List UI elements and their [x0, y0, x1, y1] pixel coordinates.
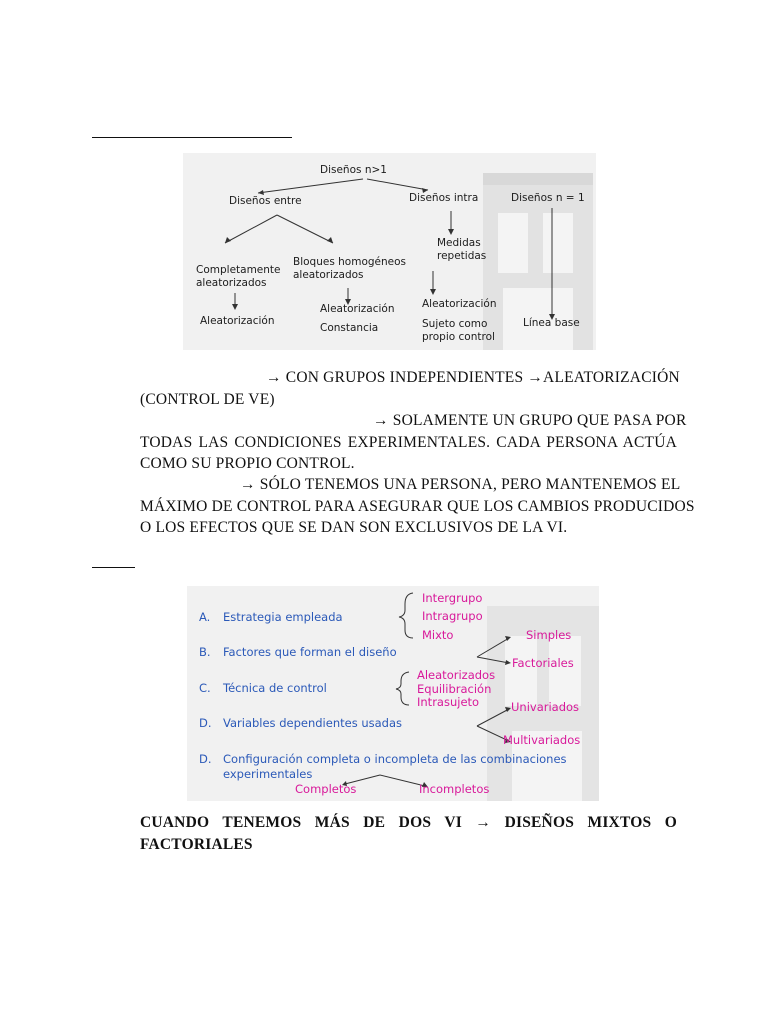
- classification-figure: [187, 586, 599, 801]
- class-d2-letter: D.: [199, 752, 212, 766]
- paragraph-between: [140, 367, 680, 410]
- tree-root: Diseños n>1: [320, 164, 387, 176]
- class-c-label: Técnica de control: [223, 681, 327, 695]
- item-intergrupo: Intergrupo: [422, 591, 483, 605]
- class-d1-label: Variables dependientes usadas: [223, 716, 403, 730]
- paragraph-within-line-1: → SOLAMENTE UN GRUPO QUE PASA POR: [373, 412, 687, 429]
- paragraph-within: [140, 410, 687, 475]
- paragraph-within-line-2: TODAS LAS CONDICIONES EXPERIMENTALES. CADA PERSONA ACTÚA: [140, 433, 677, 451]
- tree-constancy: Constancia: [320, 322, 379, 334]
- tree-blocks-l1: Bloques homogéneos: [293, 256, 406, 268]
- tree-repeated-measures-l1: Medidas: [437, 237, 481, 249]
- class-c-letter: C.: [199, 681, 211, 695]
- heading-rule-1: [92, 137, 292, 138]
- item-simples: Simples: [526, 628, 572, 642]
- tree-repeated-measures-l2: repetidas: [437, 250, 487, 262]
- item-aleatorizados: Aleatorizados: [417, 668, 496, 682]
- item-intrasujeto: Intrasujeto: [417, 695, 480, 709]
- class-b-letter: B.: [199, 645, 211, 659]
- conclusion-line-2: FACTORIALES: [140, 835, 253, 853]
- paragraph-between-line-1: → CON GRUPOS INDEPENDIENTES →ALEATORIZACIÓN: [266, 369, 680, 386]
- tree-randomization-a: Aleatorización: [200, 315, 275, 327]
- tree-randomization-c: Aleatorización: [422, 298, 497, 310]
- tree-blocks-l2: aleatorizados: [293, 269, 364, 281]
- item-multivariados: Multivariados: [503, 733, 581, 747]
- tree-own-control-l1: Sujeto como: [422, 318, 488, 330]
- conclusion-line-1: CUANDO TENEMOS MÁS DE DOS VI → DISEÑOS MIXTOS O: [140, 814, 677, 831]
- item-mixto: Mixto: [422, 628, 454, 642]
- class-d2-label-l1: Configuración completa o incompleta de las combinaciones: [223, 752, 567, 766]
- heading-rule-2: [92, 567, 135, 568]
- paragraph-single-line-2: MÁXIMO DE CONTROL PARA ASEGURAR QUE LOS CAMBIOS PRODUCIDOS: [140, 497, 695, 515]
- paragraph-within-line-3: COMO SU PROPIO CONTROL.: [140, 455, 355, 472]
- tree-own-control-l2: propio control: [422, 331, 495, 343]
- tree-complete-random-l2: aleatorizados: [196, 277, 267, 289]
- item-equilibracion: Equilibración: [417, 682, 492, 696]
- class-d1-letter: D.: [199, 716, 212, 730]
- paragraph-single-line-3: O LOS EFECTOS QUE SE DAN SON EXCLUSIVOS DE LA VI.: [140, 519, 568, 536]
- class-a-letter: A.: [199, 610, 211, 624]
- tree-baseline: Línea base: [523, 317, 580, 329]
- item-incompletos: Incompletos: [419, 782, 490, 796]
- class-a-label: Estrategia empleada: [223, 610, 343, 624]
- paragraph-single-line-1: → SÓLO TENEMOS UNA PERSONA, PERO MANTENEMOS EL: [240, 476, 681, 493]
- tree-complete-random-l1: Completamente: [196, 264, 281, 276]
- item-intragrupo: Intragrupo: [422, 609, 483, 623]
- item-factoriales: Factoriales: [512, 656, 574, 670]
- tree-between-designs: Diseños entre: [229, 195, 302, 207]
- tree-randomization-b: Aleatorización: [320, 303, 395, 315]
- paragraph-between-line-2: (CONTROL DE VE): [140, 390, 275, 408]
- tree-within-designs: Diseños intra: [409, 192, 479, 204]
- design-tree-figure: [183, 153, 596, 350]
- class-b-label: Factores que forman el diseño: [223, 645, 397, 659]
- paragraph-single: [140, 474, 695, 539]
- conclusion-paragraph: [140, 812, 677, 855]
- item-univariados: Univariados: [511, 700, 580, 714]
- tree-single-subject-designs: Diseños n = 1: [511, 192, 585, 204]
- class-d2-label-l2: experimentales: [223, 767, 313, 781]
- item-completos: Completos: [295, 782, 357, 796]
